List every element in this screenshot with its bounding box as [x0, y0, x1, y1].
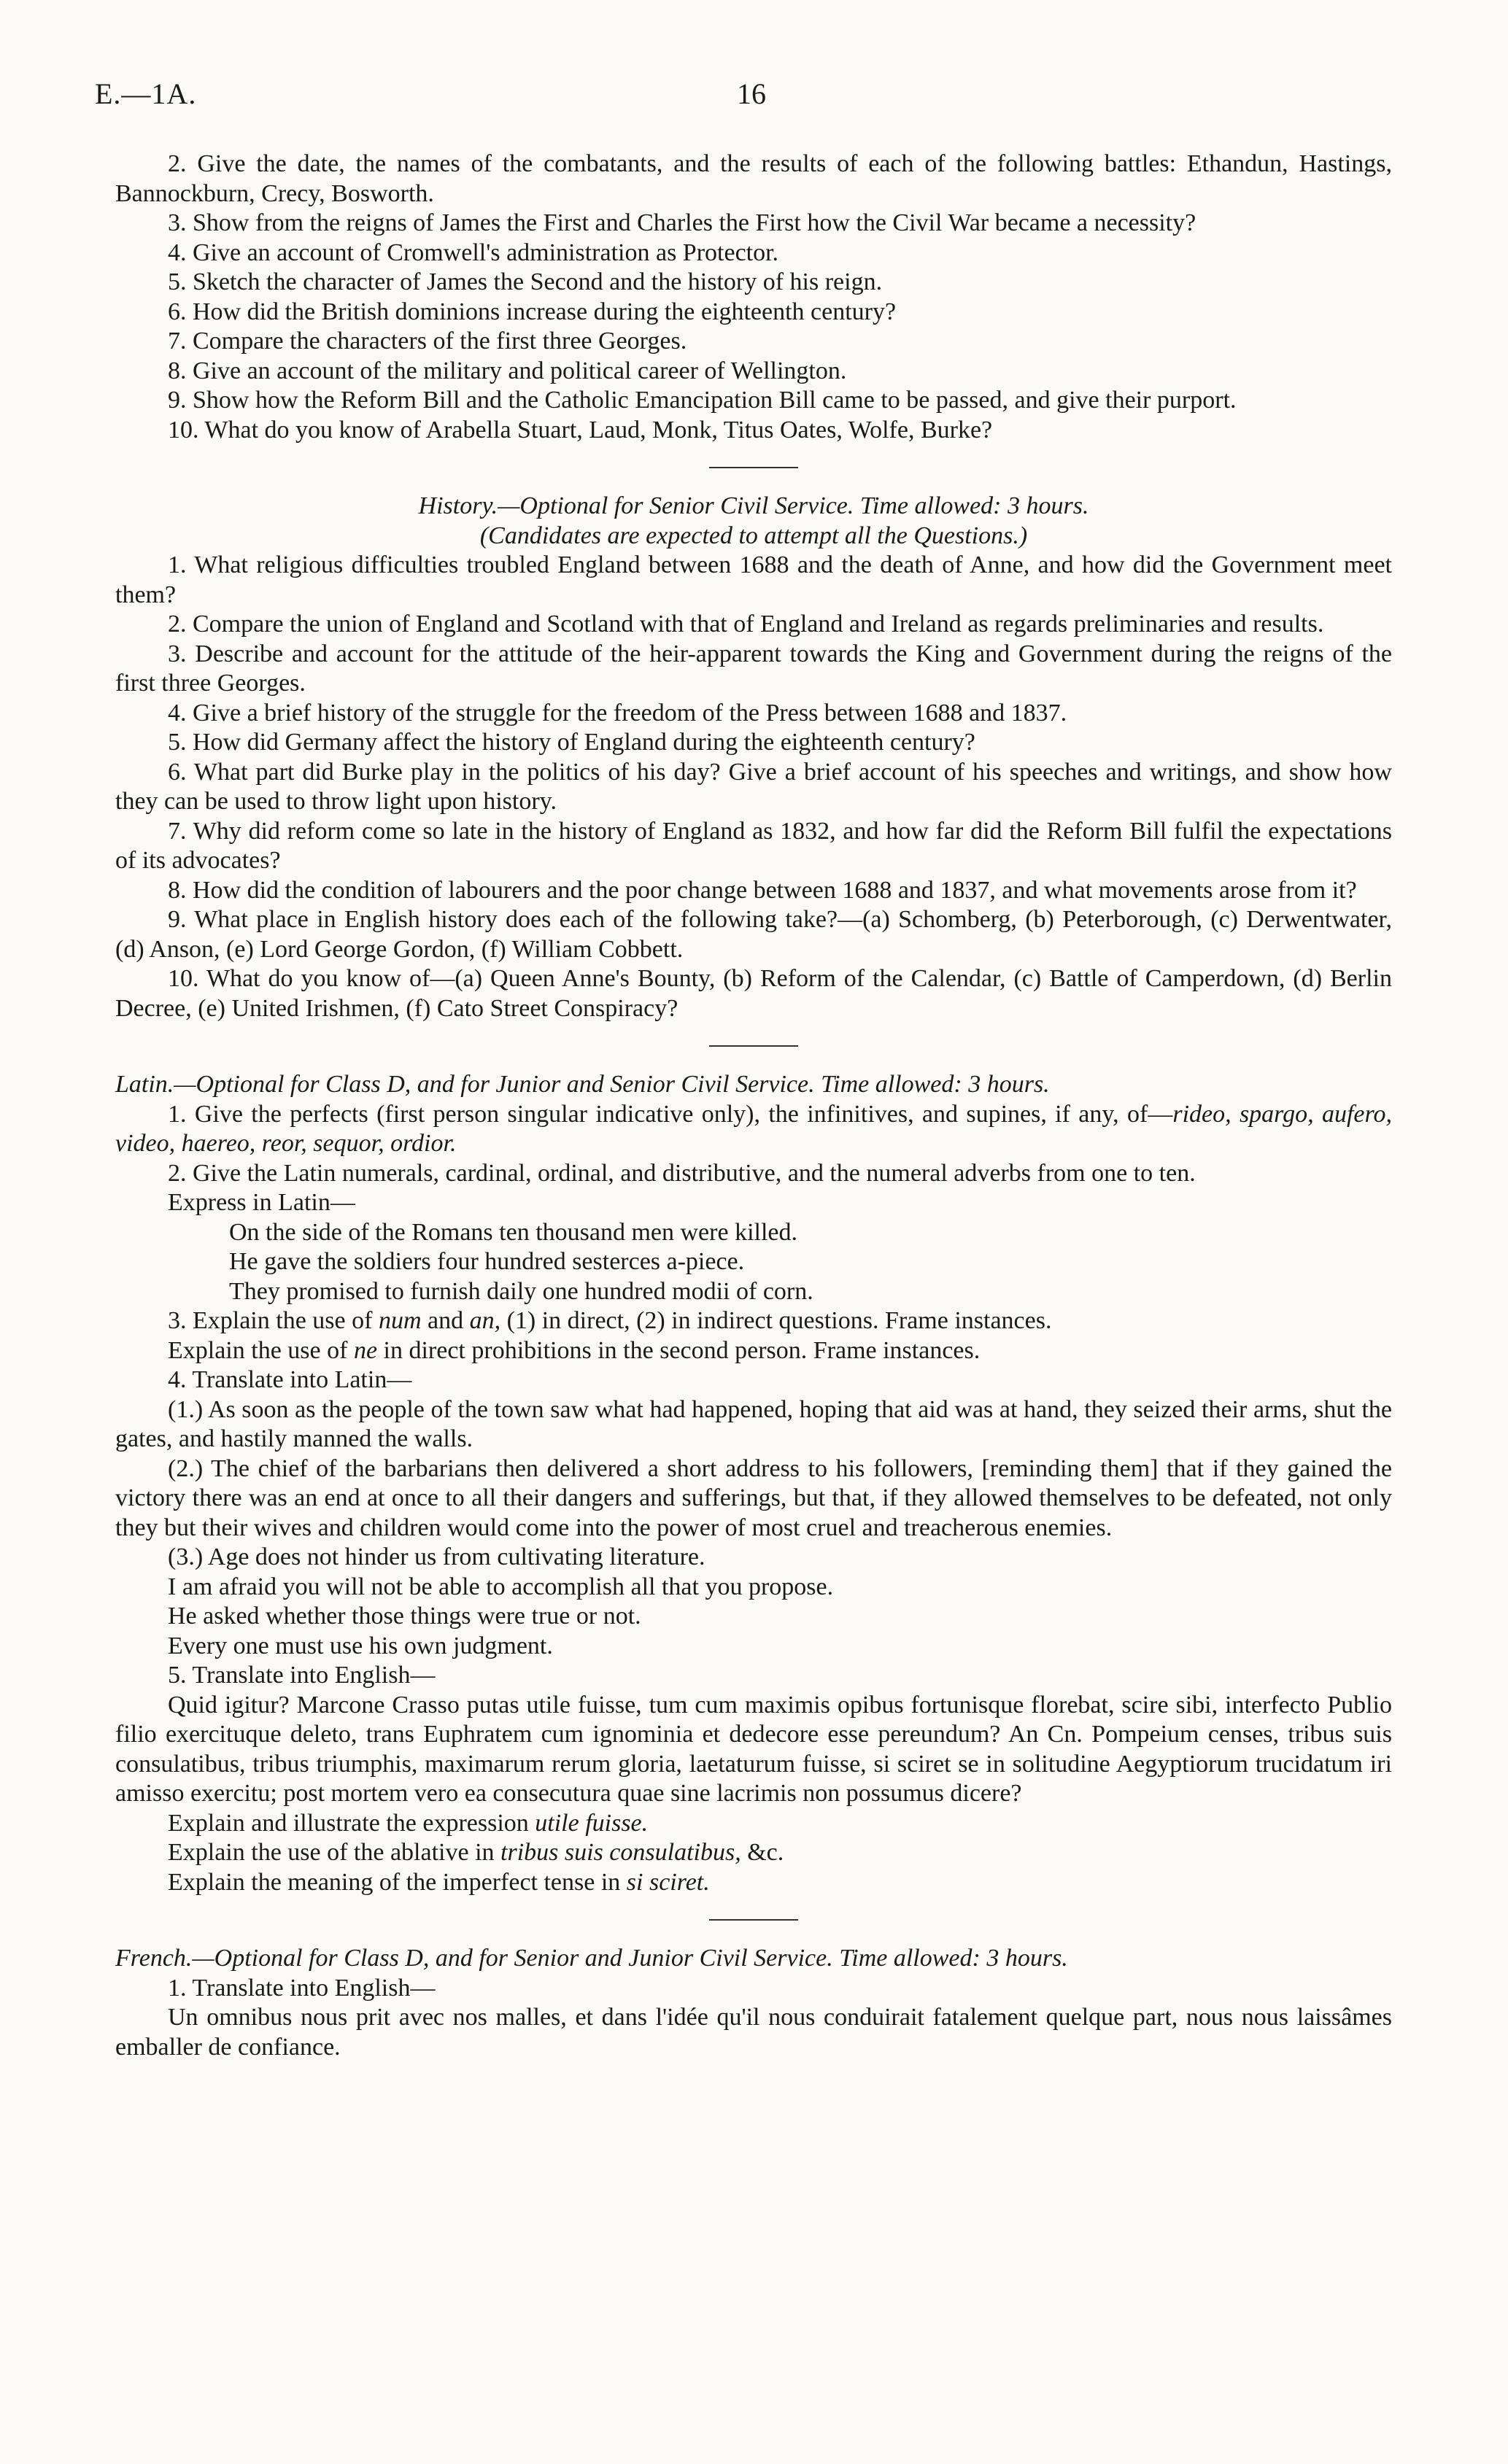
section-divider: [709, 1045, 798, 1047]
question: 1. Translate into English—: [168, 1974, 436, 2002]
sentence: (3.) Age does not hinder us from cultivating literature.: [168, 1543, 705, 1570]
question: [115, 1868, 1392, 1898]
section-heading-french: French.—Optional for Class D, and for Senior and Junior Civil Service. Time allowed: 3 hours.: [115, 1945, 1068, 1972]
question: 10. What do you know of—(a) Queen Anne's Bounty, (b) Reform of the Calendar, (c) Battle of Camperdown, (d) Berlin Decree, (e) United Irishmen, (f) Cato Street Conspiracy?: [115, 965, 1392, 1022]
question: 10. What do you know of Arabella Stuart, Laud, Monk, Titus Oates, Wolfe, Burke?: [168, 416, 993, 443]
question: 5. Translate into English—: [168, 1662, 436, 1689]
question: 3. Show from the reigns of James the First and Charles the First how the Civil War became a necessity?: [168, 209, 1196, 236]
question: 6. What part did Burke play in the politics of his day? Give a brief account of his speeches and writings, and show how they can be used to throw light upon history.: [115, 758, 1392, 815]
question: 4. Give a brief history of the struggle for the freedom of the Press between 1688 and 1837.: [168, 699, 1067, 727]
question: 4. Translate into Latin—: [168, 1366, 412, 1393]
section-note: (Candidates are expected to attempt all the Questions.): [479, 522, 1028, 549]
sentence: They promised to furnish daily one hundred modii of corn.: [229, 1277, 813, 1305]
latin-term: num: [378, 1307, 422, 1334]
section-heading-history: History.—Optional for Senior Civil Service. Time allowed: 3 hours.: [418, 492, 1089, 519]
latin-term: utile fuisse.: [535, 1809, 649, 1837]
question-text: Explain and illustrate the expression: [168, 1809, 529, 1837]
sentence: I am afraid you will not be able to accomplish all that you propose.: [168, 1573, 834, 1600]
sentence: Every one must use his own judgment.: [168, 1632, 553, 1659]
question: 7. Compare the characters of the first three Georges.: [168, 328, 687, 355]
question: 9. What place in English history does each of the following take?—(a) Schomberg, (b) Peterborough, (c) Derwentwater, (d) Anson, (e) Lord George Gordon, (f) William Cobbett.: [115, 906, 1392, 963]
question: 8. Give an account of the military and political career of Wellington.: [168, 357, 847, 384]
sentence: On the side of the Romans ten thousand men were killed.: [229, 1218, 797, 1246]
document-reference: E.—1A.: [95, 77, 197, 110]
question: [115, 1336, 1392, 1366]
question-text: in direct prohibitions in the second person. Frame instances.: [383, 1336, 981, 1364]
question-text: 1. Give the perfects (first person singular indicative only), the infinitives, and supines, if any, of—: [168, 1100, 1173, 1128]
latin-term: tribus suis consulatibus,: [500, 1839, 741, 1866]
question: 2. Give the Latin numerals, cardinal, ordinal, and distributive, and the numeral adverbs from one to ten.: [168, 1159, 1196, 1187]
latin-term: ne: [353, 1336, 378, 1364]
question: [115, 1100, 1392, 1159]
question: 8. How did the condition of labourers and the poor change between 1688 and 1837, and what movements arose from it?: [168, 876, 1357, 904]
document-body: [115, 150, 1392, 2062]
question-text: Explain the meaning of the imperfect tense in: [168, 1868, 621, 1896]
question: 1. What religious difficulties troubled England between 1688 and the death of Anne, and how did the Government meet them?: [115, 551, 1392, 608]
question: 2. Compare the union of England and Scotland with that of England and Ireland as regards preliminaries and results.: [168, 611, 1324, 638]
section-divider: [709, 467, 798, 468]
question: 7. Why did reform come so late in the history of England as 1832, and how far did the Reform Bill fulfil the expectations of its advocates?: [115, 817, 1392, 874]
question-text: Explain the use of the ablative in: [168, 1839, 495, 1866]
question: [115, 1809, 1392, 1839]
instruction: Express in Latin—: [168, 1189, 355, 1216]
sentence: (2.) The chief of the barbarians then delivered a short address to his followers, [reminding them] that if they gained the victory there was an end at once to all their dangers and sufferings, but that, if they allowed themselves to be defeated, not only they but their wives and children would come into the power of most cruel and treacherous enemies.: [115, 1454, 1392, 1541]
latin-term: si sciret.: [626, 1868, 710, 1896]
sentence: (1.) As soon as the people of the town saw what had happened, hoping that aid was at hand, they seized their arms, shut the gates, and hastily manned the walls.: [115, 1395, 1392, 1452]
sentence: He gave the soldiers four hundred sesterces a-piece.: [229, 1248, 745, 1275]
question: 5. Sketch the character of James the Second and the history of his reign.: [168, 268, 883, 295]
question-text: (1) in direct, (2) in indirect questions. Frame instances.: [506, 1307, 1052, 1334]
question: [115, 1838, 1392, 1868]
question-text: 3. Explain the use of: [168, 1307, 373, 1334]
question: 2. Give the date, the names of the combatants, and the results of each of the following battles: Ethandun, Hastings, Bannockburn, Crecy, Bosworth.: [115, 150, 1392, 207]
question-text: and: [428, 1307, 464, 1334]
question: 4. Give an account of Cromwell's administration as Protector.: [168, 239, 779, 266]
latin-passage: Quid igitur? Marcone Crasso putas utile fuisse, tum cum maximis opibus fortunisque florebat, scire sibi, interfecto Publio filio exercituque deleto, trans Euphratem cum ignominia et dedecore esse pereundum? An Cn. Pompeium censes, tribus suis consulatibus, tribus triumphis, maximarum rerum gloria, laetaturum fuisse, si sciret se in solitudine Aegyptiorum trucidatum iri amisso exercitu; post mortem vero ea consecutura quae sine lacrimis non possumus dicere?: [115, 1691, 1392, 1807]
sentence: He asked whether those things were true or not.: [168, 1603, 641, 1630]
section-heading-latin: Latin.—Optional for Class D, and for Junior and Senior Civil Service. Time allowed: 3 hours.: [115, 1071, 1050, 1098]
question: 6. How did the British dominions increase during the eighteenth century?: [168, 298, 897, 325]
question: [115, 1306, 1392, 1336]
french-passage: Un omnibus nous prit avec nos malles, et dans l'idée qu'il nous conduirait fatalement quelque part, nous nous laissâmes emballer de confiance.: [115, 2004, 1392, 2061]
question: 3. Describe and account for the attitude of the heir-apparent towards the King and Government during the reigns of the first three Georges.: [115, 640, 1392, 697]
latin-verbs: rideo, spargo, aufero, video, haereo, reor, sequor, ordior.: [115, 1100, 1392, 1157]
question: 5. How did Germany affect the history of England during the eighteenth century?: [168, 729, 975, 756]
page-number: 16: [737, 77, 766, 110]
question-text: Explain the use of: [168, 1336, 348, 1364]
question-text: &c.: [747, 1839, 784, 1866]
latin-term: an,: [469, 1307, 501, 1334]
question: 9. Show how the Reform Bill and the Catholic Emancipation Bill came to be passed, and give their purport.: [168, 387, 1237, 414]
section-divider: [709, 1919, 798, 1921]
